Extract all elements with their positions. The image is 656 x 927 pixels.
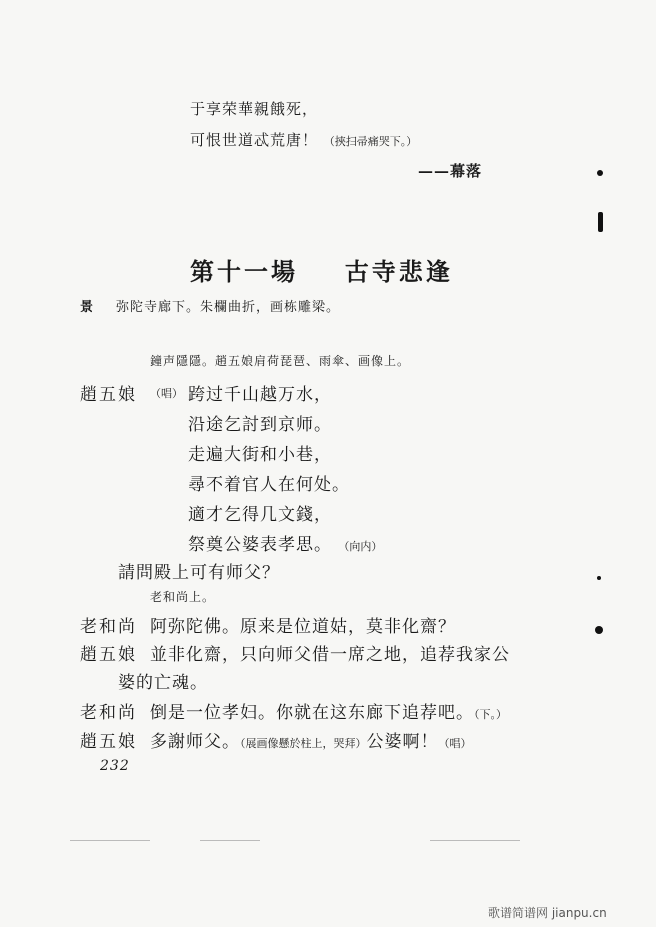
scan-line	[200, 840, 260, 841]
dialog-line-2-cont: 婆的亡魂。	[118, 673, 208, 693]
setting-label: 景	[80, 300, 95, 315]
scan-speck	[597, 170, 603, 176]
dialog-line-3-note: （下。）	[474, 708, 507, 721]
aria-line-2: 沿途乞討到京师。	[188, 415, 332, 435]
scene-number: 第十一場	[190, 257, 298, 286]
speaker-zhao-wuniang: 趙五娘	[80, 385, 137, 405]
prev-verse-text: 可恨世道忒荒唐！	[190, 131, 319, 149]
aria-line-5: 適才乞得几文錢，	[188, 505, 332, 525]
ask-line: 請問殿上可有师父？	[118, 563, 280, 583]
speaker-zhao-wuniang: 趙五娘	[80, 645, 137, 665]
speaker-old-monk: 老和尚	[80, 703, 137, 723]
speaker-old-monk: 老和尚	[80, 617, 137, 637]
stage-direction-2: 老和尚上。	[150, 590, 216, 604]
dialog-line-4-text: 多謝师父。	[150, 732, 240, 752]
scan-line	[430, 840, 520, 841]
scan-line	[70, 840, 150, 841]
page-number: 232	[100, 758, 130, 774]
scan-speck	[595, 626, 603, 634]
dialog-line-4-tail-note: （唱）	[438, 737, 472, 750]
speaker-zhao-wuniang: 趙五娘	[80, 732, 137, 752]
aria-line-3: 走遍大街和小巷，	[188, 445, 332, 465]
dialog-line-3	[150, 698, 507, 723]
aria-line-6	[188, 530, 382, 555]
scan-speck	[598, 212, 603, 232]
dialog-line-1: 阿弥陀佛。原来是位道姑，莫非化齋？	[150, 617, 456, 637]
prev-verse-line-2	[190, 129, 417, 150]
dialog-line-3-text: 倒是一位孝妇。你就在这东廊下追荐吧。	[150, 703, 474, 723]
aria-line-1: 跨过千山越万水，	[188, 385, 332, 405]
aria-end-note: （向内）	[338, 540, 383, 553]
watermark: 歌谱简谱网 jianpu.cn	[488, 906, 607, 920]
setting-text: 弥陀寺廊下。朱欄曲折，画栋雕梁。	[116, 300, 341, 315]
dialog-line-2: 並非化齋，只向师父借一席之地，追荐我家公	[150, 645, 510, 665]
dialog-line-4-tail: 公婆啊！	[366, 732, 439, 752]
dialog-line-4-note: （展画像懸於柱上，哭拜）	[240, 737, 367, 750]
sing-tag: （唱）	[150, 387, 183, 400]
stage-direction-1: 鐘声隱隱。趙五娘肩荷琵琶、雨傘、画像上。	[150, 354, 411, 368]
aria-line-4: 尋不着官人在何处。	[188, 475, 350, 495]
dialog-line-4	[150, 727, 472, 752]
aria-line-6-text: 祭奠公婆表孝思。	[188, 535, 332, 555]
scan-speck	[597, 576, 601, 580]
curtain-fall: ——幕落	[418, 162, 483, 180]
scene-subtitle: 古寺悲逢	[344, 257, 453, 286]
scene-title	[190, 252, 453, 287]
prev-verse-line-1: 于享荣華親餓死，	[190, 100, 319, 118]
prev-stage-direction: （挾扫帚痛哭下。）	[323, 135, 418, 148]
